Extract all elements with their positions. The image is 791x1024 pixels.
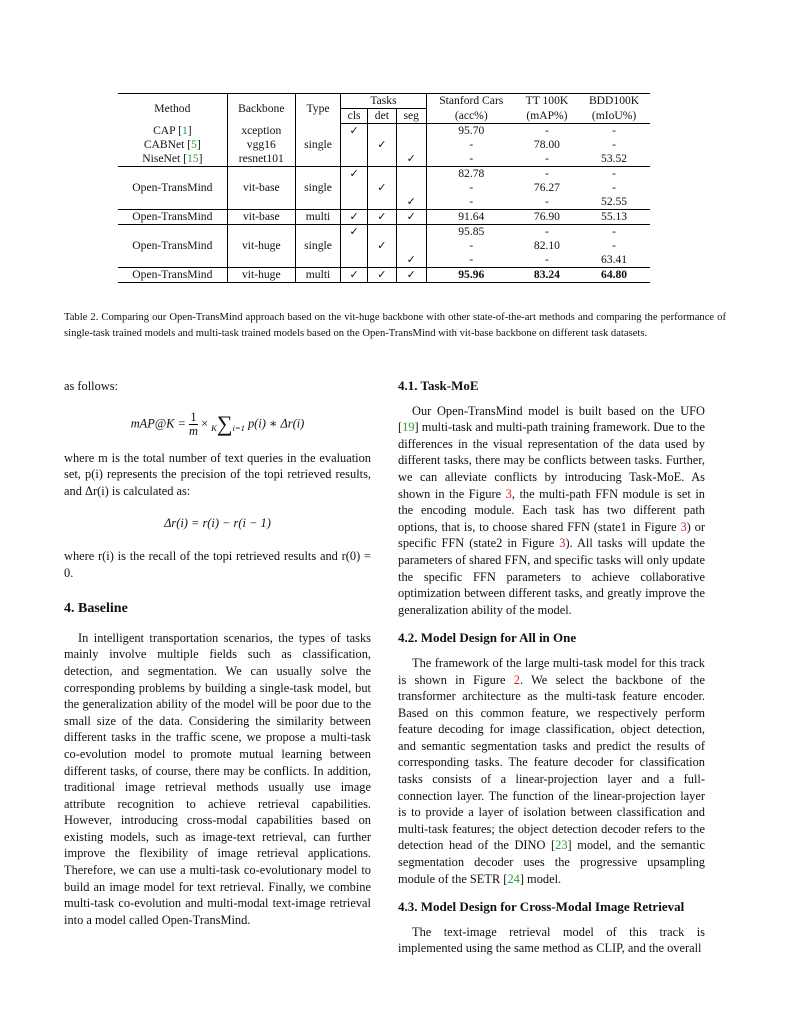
method-cell: CABNet [5] xyxy=(143,138,201,151)
type-cell: single xyxy=(295,124,340,167)
value-cell: - xyxy=(545,253,549,266)
value-cell: - xyxy=(426,195,515,210)
type-cell: multi xyxy=(295,268,340,283)
col-method-header: Method xyxy=(118,94,227,124)
type-cell: single xyxy=(295,225,340,268)
check-mark: ✓ xyxy=(368,138,397,152)
value-cell: 76.27 xyxy=(533,181,560,194)
backbone-cell: resnet101 xyxy=(227,152,295,167)
check-mark: ✓ xyxy=(341,210,368,225)
citation-link[interactable]: 15 xyxy=(186,152,199,165)
table-row xyxy=(118,210,650,225)
figure-link[interactable]: 3 xyxy=(559,536,566,551)
table-row xyxy=(118,124,650,139)
value-cell: - xyxy=(612,181,616,194)
subsection-heading: 4.3. Model Design for Cross-Modal Image Retrieval xyxy=(398,899,685,915)
table-row xyxy=(118,167,650,182)
check-mark: ✓ xyxy=(368,268,397,283)
check-mark: ✓ xyxy=(341,124,368,139)
check-mark: ✓ xyxy=(341,167,368,182)
col-backbone-header: Backbone xyxy=(227,94,295,124)
value-cell: - xyxy=(578,225,650,240)
value-cell: 53.52 xyxy=(601,152,628,165)
backbone-cell: vit-base xyxy=(227,167,295,210)
paragraph: where m is the total number of text queries in the evaluation set, p(i) represents the precision of the topi retrieved results, and Δr(i) is calculated as: xyxy=(64,450,371,498)
paragraph: The text-image retrieval model of this track is implemented using the same method as CLIP, and the overall xyxy=(398,924,705,956)
paragraph: Our Open-TransMind model is built based on the UFO [19] multi-task and multi-path training framework. Due to the differences in the visual representation of the data used by different tasks, there may be conflicts between tasks. Further, we can alleviate conflicts by introducing Task-MoE. As shown in the Figure 3, the multi-path FFN module is set in the encoding module. Each task has two different path options, that is, to choose shared FFN (state1 in Figure 3) or specific FFN (state2 in Figure 3). All tasks will update the parameters of shared FFN, and specific tasks will only update the specific FFN parameters to achieve collaborative optimization between different tasks, and greatly improve the generalization ability of the model. xyxy=(398,403,705,617)
check-mark: ✓ xyxy=(396,152,426,167)
left-column xyxy=(64,378,371,928)
value-cell: - xyxy=(426,239,515,253)
value-cell: 95.85 xyxy=(426,225,515,240)
method-cell: NiseNet [15] xyxy=(142,152,203,165)
citation-link[interactable]: 1 xyxy=(181,123,188,137)
citation-link[interactable]: 23 xyxy=(555,838,568,853)
section-heading: 4. Baseline xyxy=(64,601,128,617)
value-cell: 78.00 xyxy=(533,138,560,151)
equation-delta-r: Δr(i) = r(i) − r(i − 1) xyxy=(164,516,271,531)
col-tt100k-header: TT 100K xyxy=(516,94,578,109)
value-cell: - xyxy=(516,167,578,182)
col-seg-header: seg xyxy=(396,109,426,124)
value-cell: - xyxy=(612,138,616,151)
table-caption: Table 2. Comparing our Open-TransMind approach based on the vit-huge backbone with other state-of-the-art methods and comparing the performance of single-task trained models and multi-task trained models based on the Open-TransMind with vit-base backbone on different task datasets. xyxy=(64,312,726,339)
method-cell: Open-TransMind xyxy=(118,268,227,283)
citation-link[interactable]: 5 xyxy=(191,138,197,151)
figure-link[interactable]: 3 xyxy=(505,486,512,501)
check-mark: ✓ xyxy=(368,210,397,225)
citation-link[interactable]: 19 xyxy=(402,420,415,435)
col-bdd-unit: (mIoU%) xyxy=(578,109,650,124)
value-cell: - xyxy=(545,152,549,165)
value-cell: 95.70 xyxy=(426,124,515,139)
col-det-header: det xyxy=(368,109,397,124)
method-cell: CAP [1] xyxy=(153,123,192,137)
value-cell: - xyxy=(426,138,515,152)
value-cell: - xyxy=(545,195,549,208)
value-cell: - xyxy=(578,167,650,182)
table-header-row xyxy=(118,94,650,109)
value-cell: 52.55 xyxy=(601,195,628,208)
check-mark: ✓ xyxy=(396,195,426,210)
method-cell: Open-TransMind xyxy=(118,210,227,225)
value-cell: 91.64 xyxy=(426,210,515,225)
subsection-heading: 4.1. Task-MoE xyxy=(398,378,479,393)
check-mark: ✓ xyxy=(396,268,426,283)
backbone-cell: vgg16 xyxy=(227,138,295,152)
method-cell: Open-TransMind xyxy=(118,167,227,210)
figure-link[interactable]: 2 xyxy=(513,672,520,687)
value-cell: - xyxy=(426,152,515,167)
table-row xyxy=(118,152,650,167)
subsection-heading: 4.2. Model Design for All in One xyxy=(398,630,577,646)
col-cls-header: cls xyxy=(341,109,368,124)
table-row xyxy=(118,268,650,283)
col-tasks-header: Tasks xyxy=(341,94,427,109)
table-row xyxy=(118,225,650,240)
check-mark: ✓ xyxy=(396,210,426,225)
type-cell: single xyxy=(295,167,340,210)
check-mark: ✓ xyxy=(368,239,397,253)
backbone-cell: vit-base xyxy=(227,210,295,225)
value-cell: 95.96 xyxy=(426,268,515,283)
backbone-cell: vit-huge xyxy=(227,225,295,268)
paragraph: In intelligent transportation scenarios, the types of tasks mainly involve multiple fields such as classification, detection, and segmentation. We can usually solve the corresponding problems by building a single-task model, but the generalization ability of the model will be poor due to the small size of the data. Considering the similarity between different tasks in the traffic scene, we propose a multi-task co-evolution model to promote mutual learning between different tasks, of course, there may be conflicts. In addition, traditional image retrieval methods usually use image attribute recognition to achieve retrieval capabilities. However, introducing cross-modal capabilities based on existing models, such as image-text retrieval, can further improve the flexibility of image retrieval applications. Therefore, we can use a multi-task co-evolutionary model to build an image model for text retrieval. Finally, we combine multi-task co-evolution and multi-modal text-image retrieval into a model called Open-TransMind. xyxy=(64,630,371,927)
value-cell: 82.78 xyxy=(426,167,515,182)
paragraph: where r(i) is the recall of the topi retrieved results and r(0) = 0. xyxy=(64,548,371,580)
value-cell: 76.90 xyxy=(516,210,578,225)
check-mark: ✓ xyxy=(396,253,426,268)
value-cell: 55.13 xyxy=(578,210,650,225)
backbone-cell: xception xyxy=(227,124,295,139)
value-cell: 82.10 xyxy=(533,239,560,252)
check-mark: ✓ xyxy=(341,225,368,240)
paragraph: The framework of the large multi-task model for this track is shown in Figure 2. We select the backbone of the transformer architecture as the multi-task feature encoder. Based on this common feature, we respectively perform feature decoding for image classification, object detection, and semantic segmentation tasks and predict the results of corresponding tasks. The feature decoder for classification tasks consists of a linear-projection layer and a full-connection layer. The function of the linear-projection layer is to provide a layer of isolation between classification and multi-task features; the object detection decoder refers to the detection head of the DINO [23] model, and the semantic segmentation decoder uses the progressive upsampling module of the SETR [24] model. xyxy=(398,655,705,886)
table-row xyxy=(118,138,650,152)
check-mark: ✓ xyxy=(341,268,368,283)
value-cell: - xyxy=(426,181,515,195)
results-table xyxy=(118,93,650,283)
col-type-header: Type xyxy=(295,94,340,124)
value-cell: - xyxy=(545,124,549,137)
col-stanford-header: Stanford Cars xyxy=(426,94,515,109)
figure-link[interactable]: 3 xyxy=(680,519,687,534)
col-bdd-header: BDD100K xyxy=(578,94,650,109)
right-column xyxy=(398,378,705,957)
value-cell: 63.41 xyxy=(601,253,628,266)
intro-text: as follows: xyxy=(64,379,119,393)
citation-link[interactable]: 24 xyxy=(507,871,520,886)
col-tt100k-unit: (mAP%) xyxy=(516,109,578,124)
check-mark: ✓ xyxy=(368,181,397,195)
equation-map: mAP@K = $\frac{1}{m}$ × K∑i=1 p(i) ∗ Δr(i) xyxy=(130,409,305,438)
col-stanford-unit: (acc%) xyxy=(426,109,515,124)
value-cell: - xyxy=(612,124,616,137)
value-cell: - xyxy=(426,253,515,268)
value-cell: 64.80 xyxy=(578,268,650,283)
value-cell: - xyxy=(612,239,616,252)
value-cell: 83.24 xyxy=(516,268,578,283)
backbone-cell: vit-huge xyxy=(227,268,295,283)
value-cell: - xyxy=(516,225,578,240)
method-cell: Open-TransMind xyxy=(118,225,227,268)
type-cell: multi xyxy=(295,210,340,225)
